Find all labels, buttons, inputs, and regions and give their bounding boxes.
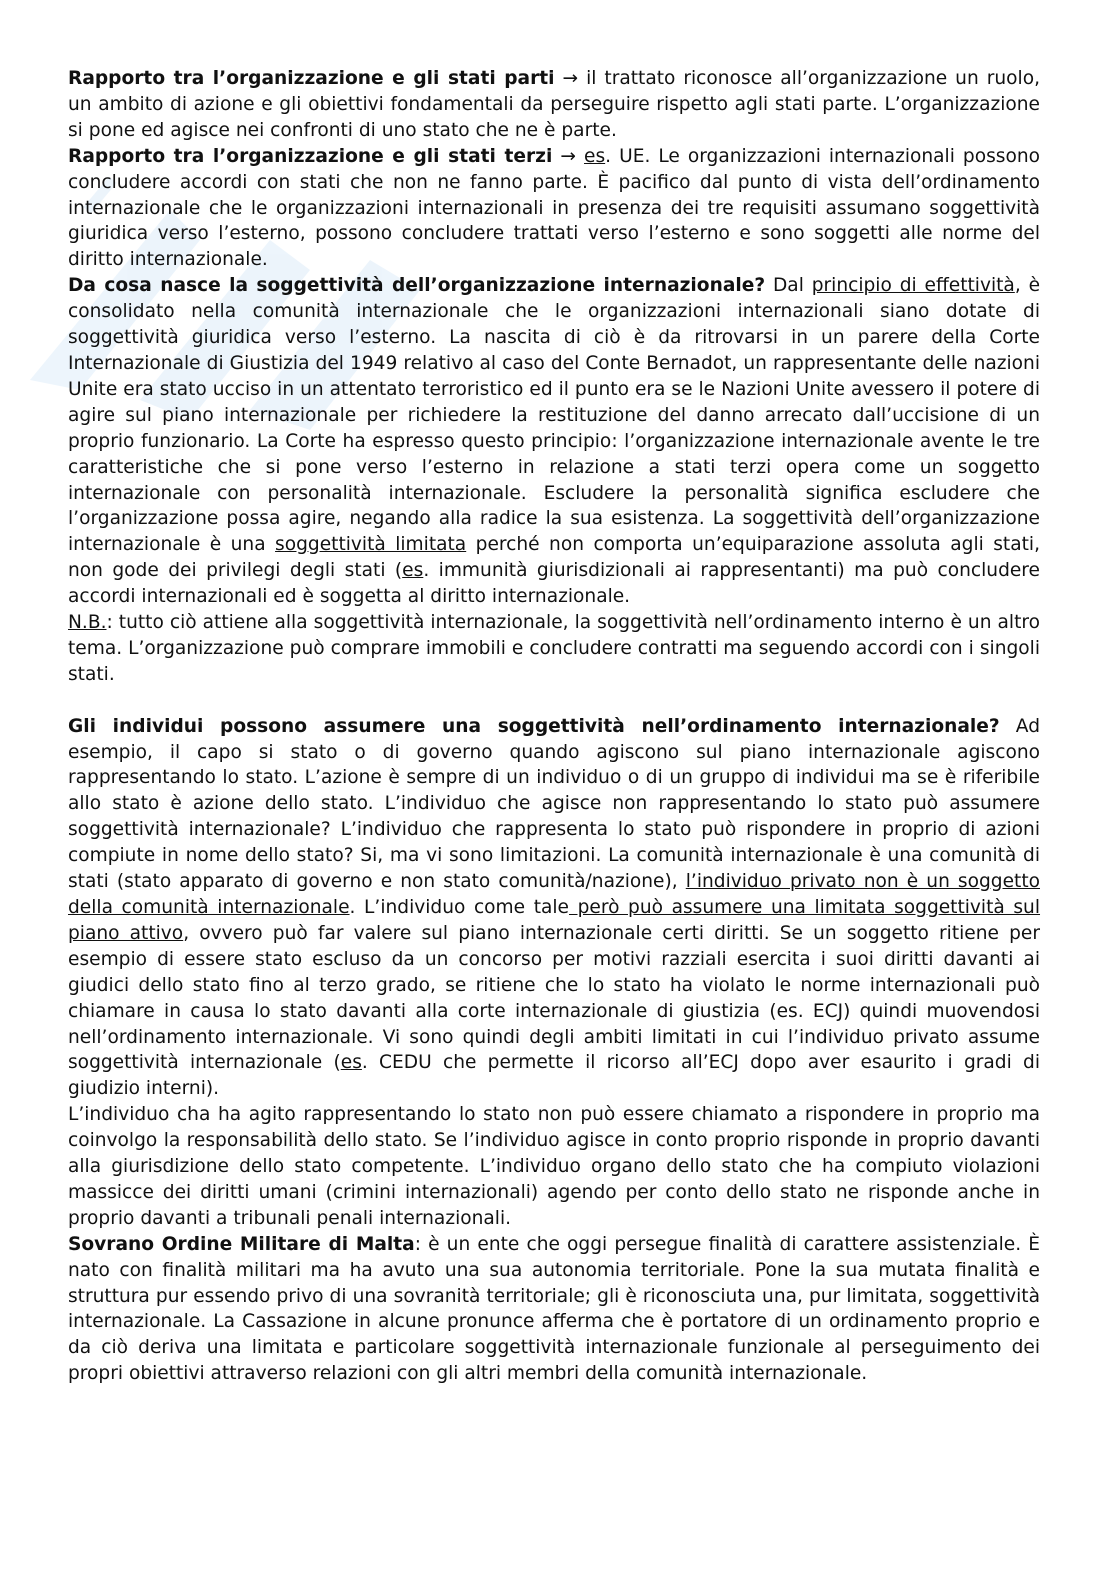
underlined-soggettivita-limitata: soggettività limitata — [275, 534, 467, 556]
document-body — [68, 66, 1040, 1387]
paragraph-stati-parti — [68, 66, 1040, 144]
underlined-individuo-privato: l’individuo privato non è un soggetto della comunità internazionale — [68, 871, 1040, 918]
paragraph-nota-bene — [68, 610, 1040, 688]
paragraph-text: il trattato riconosce all’organizzazione un ruolo, un ambito di azione e gli obiettivi fondamentali da perseguire rispetto agli stati parte. L’organizzazione si pone ed agisce nei confronti di uno stato che ne è parte. — [68, 68, 1040, 141]
paragraph-text: . UE. Le organizzazioni internazionali possono concludere accordi con stati che non ne fanno parte. È pacifico dal punto di vista dell’ordinamento internazionale che le organizzazioni internazionali in presenza dei tre requisiti assumano soggettività giuridica verso l’esterno, possono concludere trattati verso l’esterno e sono soggetti alle norme del diritto internazionale. — [68, 145, 1040, 271]
paragraph-soggettivita-organizzazione — [68, 273, 1040, 610]
heading-stati-parti: Rapporto tra l’organizzazione e gli stati parti — [68, 68, 555, 89]
underlined-es: es — [584, 145, 606, 167]
paragraph-spacer — [68, 688, 1040, 714]
heading-individui: Gli individui possono assumere una soggettività nell’ordinamento internazionale? — [68, 715, 1000, 737]
paragraph-text: . immunità giurisdizionali ai rappresentanti) ma può concludere accordi internazionali ed è soggetta al diritto internazionale. — [68, 560, 1040, 608]
paragraph-individui — [68, 714, 1040, 1103]
paragraph-text: . L’individuo come tale — [349, 896, 569, 918]
arrow-right-icon: → — [562, 68, 579, 89]
heading-soggettivita-organizzazione: Da cosa nasce la soggettività dell’organizzazione internazionale? — [68, 275, 766, 297]
paragraph-text: : è un ente che oggi persegue finalità di carattere assistenziale. È nato con finalità militari ma ha avuto una sua autonomia territoriale. Pone la sua mutata finalità e struttura pur essendo privo di una sovranità territoriale; gli è riconosciuta una, pur limitata, soggettività internazionale. La Cassazione in alcune pronunce afferma che è portatore di un ordinamento proprio e da ciò deriva una limitata e particolare soggettività internazionale funzionale al perseguimento dei propri obiettivi attraverso relazioni con gli altri membri della comunità internazionale. — [68, 1233, 1041, 1385]
heading-stati-terzi: Rapporto tra l’organizzazione e gli stati terzi — [68, 145, 553, 167]
heading-ordine-malta: Sovrano Ordine Militare di Malta — [68, 1233, 415, 1255]
underlined-es: es — [402, 560, 424, 582]
underlined-nb: N.B. — [68, 612, 107, 634]
underlined-es: es — [340, 1052, 362, 1074]
paragraph-text: Ad esempio, il capo si stato o di governo quando agiscono sul piano internazionale agiscono rappresentando lo stato. L’azione è sempre di un individuo o di un gruppo di individui ma se è riferibile allo stato è azione dello stato. L’individuo che agisce non rappresentando lo stato può assumere soggettività internazionale? L’individuo che rappresenta lo stato può rispondere in proprio di azioni compiute in nome dello stato? Si, ma vi sono limitazioni. La comunità internazionale è una comunità di stati (stato apparato di governo e non stato comunità/nazione), — [68, 715, 1041, 893]
paragraph-stati-terzi — [68, 144, 1040, 274]
paragraph-text: L’individuo cha ha agito rappresentando lo stato non può essere chiamato a rispondere in proprio ma coinvolgo la responsabilità dello stato. Se l’individuo agisce in conto proprio risponde in proprio davanti alla giurisdizione dello stato competente. L’individuo organo dello stato che ha compiuto violazioni massicce dei diritti umani (crimini internazionali) agendo per conto dello stato ne risponde anche in proprio davanti a tribunali penali internazionali. — [68, 1104, 1040, 1229]
paragraph-text: , è consolidato nella comunità internazionale che le organizzazioni internazionali siano dotate di soggettività giuridica verso l’esterno. La nascita di ciò è da ritrovarsi in un parere della Corte Internazionale di Giustizia del 1949 relativo al caso del Conte Bernadot, un rappresentante delle nazioni Unite era stato ucciso in un attentato terroristico ed il punto era se le Nazioni Unite avessero il potere di agire sul piano internazionale per richiedere la restituzione del danno arrecato dall’uccisione di un proprio funzionario. La Corte ha espresso questo principio: l’organizzazione internazionale avente le tre caratteristiche che si pone verso l’esterno in relazione a stati terzi opera come un soggetto internazionale con personalità internazionale. Escludere la personalità significa escludere che l’organizzazione possa agire, negando alla radice la sua esistenza. La soggettività dell’organizzazione internazionale è una — [68, 275, 1041, 556]
paragraph-text: . CEDU che permette il ricorso all’ECJ dopo aver esaurito i gradi di giudizio interni). — [68, 1052, 1040, 1100]
underlined-principio-effettivita: principio di effettività — [811, 275, 1015, 297]
arrow-right-icon: → — [560, 145, 576, 167]
paragraph-text: perché non comporta un’equiparazione assoluta agli stati, non gode dei privilegi degli stati ( — [68, 534, 1040, 582]
paragraph-individuo-stato — [68, 1102, 1040, 1232]
paragraph-text: Dal — [765, 275, 812, 297]
paragraph-text: , ovvero può far valere sul piano internazionale certi diritti. Se un soggetto ritiene per esempio di essere stato escluso da un concorso per motivi razziali esercita i suoi diritti davanti ai giudici dello stato fino al terzo grado, se ritiene che lo stato ha violato le norme internazionali può chiamare in causa lo stato davanti alla corte internazionale di giustizia (es. ECJ) quindi muovendosi nell’ordinamento internazionale. Vi sono quindi degli ambiti limitati in cui l’individuo privato assume soggettività internazionale ( — [68, 922, 1040, 1074]
paragraph-text: : tutto ciò attiene alla soggettività internazionale, la soggettività nell’ordinamento interno è un altro tema. L’organizzazione può comprare immobili e concludere contratti ma seguendo accordi con i singoli stati. — [68, 612, 1040, 685]
paragraph-ordine-malta — [68, 1232, 1040, 1387]
underlined-soggettivita-attiva: però può assumere una limitata soggettività sul piano attivo — [68, 896, 1041, 944]
